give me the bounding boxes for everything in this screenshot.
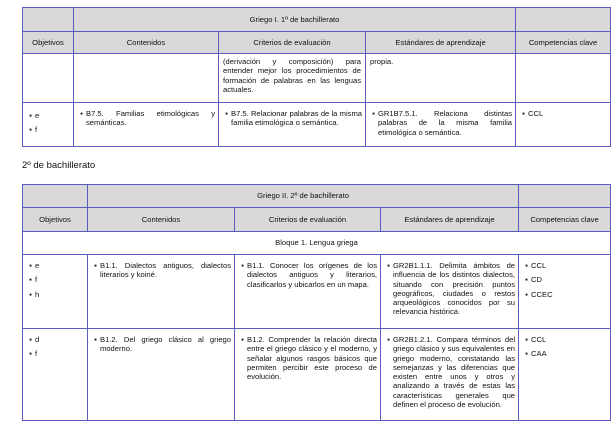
col-header-criterios: Criterios de evaluación	[219, 32, 366, 54]
contenido-item: ▪ B1.1. Dialectos antiguos, dialectos literarios y koiné.	[91, 261, 231, 280]
bullet-icon: ▪	[29, 349, 32, 359]
col-header-objetivos: Objetivos	[23, 32, 74, 54]
bullet-icon: ▪	[525, 289, 528, 299]
objetivo-item: ▪ f	[26, 349, 84, 358]
table-row	[23, 329, 611, 421]
objetivo-item: ▪ e	[26, 111, 70, 120]
col-header-estandares: Estándares de aprendizaje	[366, 32, 516, 54]
contenido-item: ▪ B7.5. Familias etimológicas y semánticas.	[77, 109, 215, 128]
bullet-icon: ▪	[29, 275, 32, 285]
table-griego-1	[22, 7, 611, 147]
bullet-icon: ▪	[29, 125, 32, 135]
bullet-icon: ▪	[29, 289, 32, 299]
bullet-icon: ▪	[94, 261, 97, 270]
objetivo-item: ▪ h	[26, 290, 84, 299]
criterio-item: ▪ B7.5. Relacionar palabras de la misma familia etimológica o semántica.	[222, 109, 362, 128]
objetivo-item: ▪ d	[26, 335, 84, 344]
header-corner	[23, 8, 74, 32]
competencia-item: ▪ CCEC	[522, 290, 607, 299]
bullet-icon: ▪	[525, 349, 528, 359]
objetivo-item: ▪ f	[26, 275, 84, 284]
bullet-icon: ▪	[525, 261, 528, 270]
bullet-icon: ▪	[525, 275, 528, 285]
criterios-text: (derivación y composición) para entender mejor los procedimientos de formación de palabras en las lenguas actuales.	[223, 57, 361, 94]
criterio-item: ▪ B1.1. Conocer los orígenes de los dialectos antiguos y literarios, clasificarlos y ubicarlos en un mapa.	[238, 261, 377, 289]
bullet-icon: ▪	[522, 109, 525, 118]
estandares-text: propia.	[370, 57, 394, 66]
competencia-item: ▪ CCL	[522, 335, 607, 344]
col-header-contenidos: Contenidos	[88, 208, 235, 232]
col-header-objetivos: Objetivos	[23, 208, 88, 232]
bullet-icon: ▪	[29, 335, 32, 344]
table-title: Griego II. 2º de bachillerato	[88, 185, 519, 208]
competencia-item: ▪ CD	[522, 275, 607, 284]
bullet-icon: ▪	[80, 109, 83, 118]
contenido-item: ▪ B1.2. Del griego clásico al griego moderno.	[91, 335, 231, 354]
bullet-icon: ▪	[241, 335, 244, 344]
bullet-icon: ▪	[94, 335, 97, 344]
objetivo-item: ▪ e	[26, 261, 84, 270]
competencia-item: ▪ CCL	[522, 261, 607, 270]
table-title: Griego I. 1º de bachillerato	[74, 8, 516, 32]
bullet-icon: ▪	[29, 111, 32, 120]
col-header-criterios: Criterios de evaluación	[235, 208, 381, 232]
competencia-item: ▪ CAA	[522, 349, 607, 358]
bullet-icon: ▪	[387, 261, 390, 270]
col-header-competencias: Competencias clave	[519, 208, 611, 232]
bullet-icon: ▪	[29, 261, 32, 270]
col-header-competencias: Competencias clave	[516, 32, 611, 54]
estandar-item: ▪ GR2B1.1.1. Delimita ámbitos de influencia de los distintos dialectos, situando con precisión puntos geográficos, ciudades o restos arqueológicos conocidos por su relevancia histórica.	[384, 261, 515, 317]
section-title: 2º de bachillerato	[22, 160, 96, 171]
bullet-icon: ▪	[372, 109, 375, 118]
bullet-icon: ▪	[525, 335, 528, 344]
table-row	[23, 103, 611, 147]
table-griego-2	[22, 184, 611, 421]
estandar-item: ▪ GR1B7.5.1. Relaciona distintas palabras de la misma familia etimológica o semántica.	[369, 109, 512, 137]
bloque-title: Bloque 1. Lengua griega	[23, 232, 611, 255]
header-corner	[23, 185, 88, 208]
competencia-item: ▪ CCL	[519, 109, 607, 118]
header-corner-right	[519, 185, 611, 208]
objetivo-item: ▪ f	[26, 125, 70, 134]
bullet-icon: ▪	[241, 261, 244, 270]
criterio-item: ▪ B1.2. Comprender la relación directa entre el griego clásico y el moderno, y señalar algunos rasgos básicos que permiten percibir este proceso de evolución.	[238, 335, 377, 381]
col-header-estandares: Estándares de aprendizaje	[381, 208, 519, 232]
bullet-icon: ▪	[225, 109, 228, 118]
bullet-icon: ▪	[387, 335, 390, 344]
table-row	[23, 54, 611, 103]
col-header-contenidos: Contenidos	[74, 32, 219, 54]
table-row	[23, 255, 611, 329]
header-corner-right	[516, 8, 611, 32]
estandar-item: ▪ GR2B1.2.1. Compara términos del griego clásico y sus equivalentes en griego moderno, constatando las semejanzas y las diferencias que existen entre unos y otros y analizando a través de estas las características generales que definen el proceso de evolución.	[384, 335, 515, 409]
